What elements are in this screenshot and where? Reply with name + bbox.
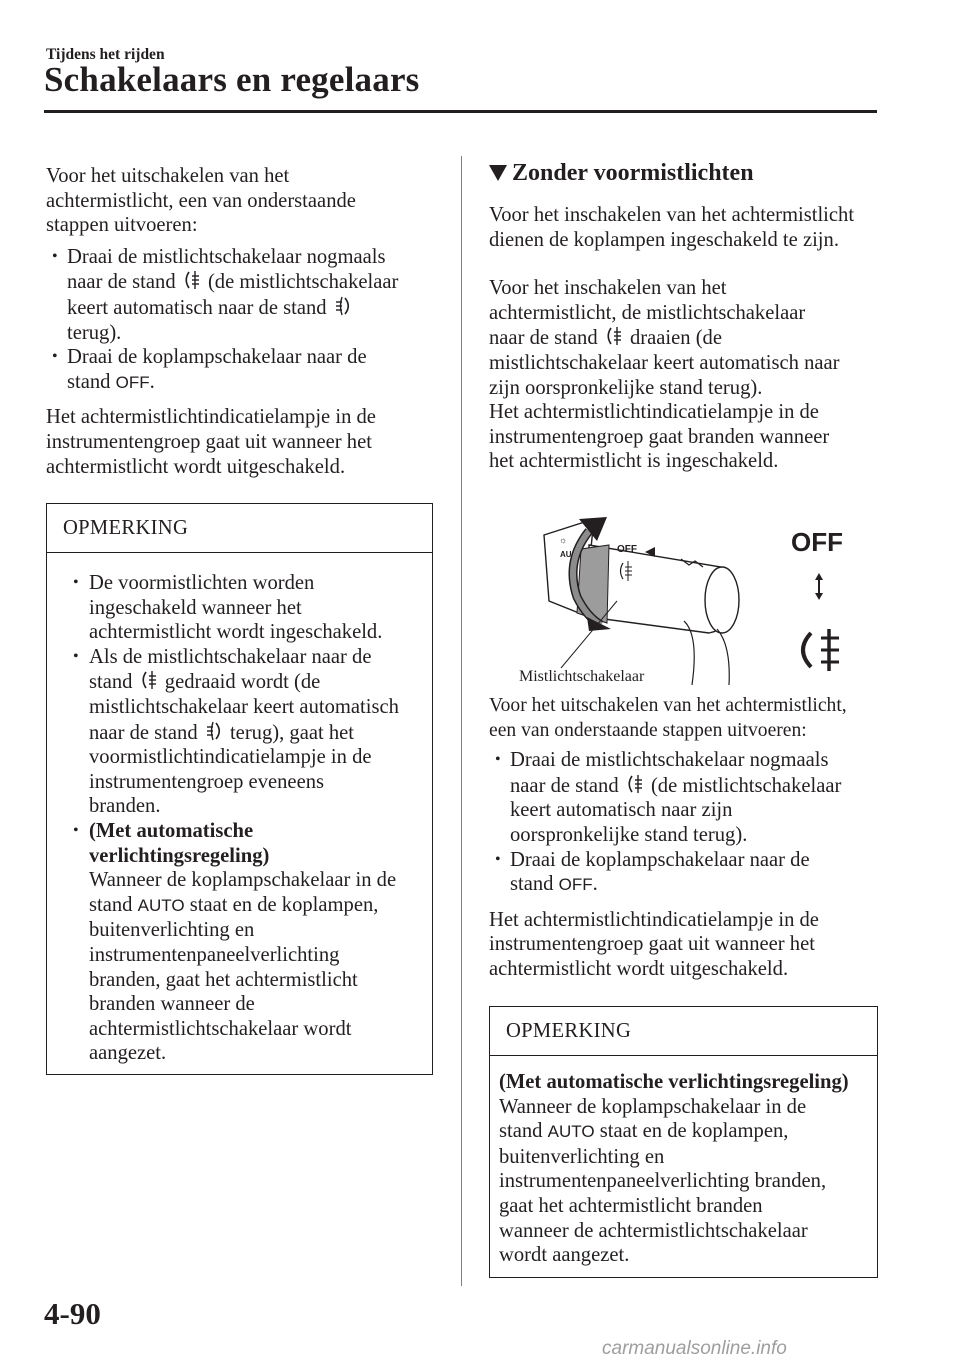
fog-switch-illustration xyxy=(489,505,874,690)
fog-switch-figure xyxy=(489,505,874,690)
page-number: 4-90 xyxy=(44,1296,101,1331)
left-bullet-list xyxy=(46,245,436,396)
left-paragraph-2: Het achtermistlichtindicatielampje in de instrumentengroep gaat uit wanneer het achtermistlicht wordt uitgeschakeld. xyxy=(46,406,376,478)
right-paragraph-3: Voor het uitschakelen van het achtermistlicht, een van onderstaande stappen uitvoeren: xyxy=(489,695,847,741)
list-item: • Draai de mistlichtschakelaar nogmaals naar de stand (de mistlichtschakelaar keert automatisch naar zijn oorspronkelijke stand terug). xyxy=(489,748,884,847)
ring-auto-label: AU xyxy=(560,550,572,559)
left-column xyxy=(46,164,436,479)
note-box-left xyxy=(46,503,433,1075)
right-paragraph-1: Voor het inschakelen van het achtermistlicht dienen de koplampen ingeschakeld te zijn. xyxy=(489,204,855,251)
rear-fog-symbol-icon xyxy=(140,669,158,691)
header-rule xyxy=(44,110,877,113)
auto-label: AUTO xyxy=(137,895,185,915)
off-label: OFF xyxy=(115,372,150,392)
front-fog-symbol-icon xyxy=(205,720,223,742)
note-heading: OPMERKING xyxy=(63,517,189,539)
list-item: • Als de mistlichtschakelaar naar de stand gedraaid wordt (de mistlichtschakelaar keert automatisch naar de stand terug), gaat het voormistlichtindicatielampje in de instrumentengroep eveneens branden. xyxy=(63,645,424,819)
list-item: • De voormistlichten worden ingeschakeld wanneer het achtermistlicht wordt ingeschakeld. xyxy=(63,571,424,645)
column-divider xyxy=(461,156,462,1286)
off-label: OFF xyxy=(558,875,593,895)
large-rear-fog-symbol-icon xyxy=(803,629,839,671)
triangle-bullet-icon xyxy=(489,165,507,181)
right-column-top xyxy=(489,203,884,474)
page-title: Schakelaars en regelaars xyxy=(44,60,420,99)
ring-off-label: OFF xyxy=(617,544,637,555)
rear-fog-symbol-icon xyxy=(605,325,623,347)
note-bold-heading: (Met automatische verlichtingsregeling) xyxy=(499,1071,849,1093)
figure-caption: Mistlichtschakelaar xyxy=(519,668,645,685)
front-fog-symbol-icon xyxy=(334,295,352,317)
note-body: (Met automatische verlichtingsregeling) Wanneer de koplampschakelaar in de stand AUTO staat en de koplampen, buitenverlichting en instrumentenpaneelverlichting branden, gaat het achtermistlicht branden wanneer de achtermistlichtschakelaar wordt aangezet. xyxy=(499,1071,849,1267)
note-list xyxy=(63,571,424,1066)
right-column-bottom xyxy=(489,694,884,982)
note-heading: OPMERKING xyxy=(506,1020,632,1042)
subsection-heading: Zonder voormistlichten xyxy=(489,160,754,187)
up-down-arrow-icon xyxy=(815,573,823,600)
section-label: Tijdens het rijden xyxy=(46,46,165,63)
headlight-ring-icon: ☼ xyxy=(559,535,568,545)
figure-off-label: OFF xyxy=(791,527,843,557)
auto-label: AUTO xyxy=(547,1122,595,1142)
right-bullet-list xyxy=(489,748,884,898)
rear-fog-symbol-icon xyxy=(183,269,201,291)
intro-paragraph: Voor het uitschakelen van het achtermistlicht, een van onderstaande stappen uitvoeren: xyxy=(46,165,356,237)
watermark: carmanualsonline.info xyxy=(602,1338,787,1359)
list-item: • Draai de koplampschakelaar naar de stand OFF. xyxy=(489,848,884,898)
list-item: • Draai de koplampschakelaar naar de stand OFF. xyxy=(46,345,436,395)
list-item: • (Met automatische verlichtingsregeling) Wanneer de koplampschakelaar in de stand AUTO staat en de koplampen, buitenverlichting en instrumentenpaneelverlichting branden, gaat het achtermistlicht branden wanneer de achtermistlichtschakelaar wordt aangezet. xyxy=(63,819,424,1066)
right-paragraph-2: Voor het inschakelen van het achtermistlicht, de mistlichtschakelaar naar de stand draaien (de mistlichtschakelaar keert automatisch naar zijn oorspronkelijke stand terug). Het achtermistlichtindicatielampje in de instrumentengroep gaat branden wanneer het achtermistlicht is ingeschakeld. xyxy=(489,277,840,473)
note-body xyxy=(47,553,432,1084)
note-box-right xyxy=(489,1006,878,1278)
right-paragraph-4: Het achtermistlichtindicatielampje in de instrumentengroep gaat uit wanneer het achtermistlicht wordt uitgeschakeld. xyxy=(489,908,819,980)
rear-fog-symbol-icon xyxy=(626,773,644,795)
list-item: • Draai de mistlichtschakelaar nogmaals naar de stand (de mistlichtschakelaar keert automatisch naar de stand terug). xyxy=(46,245,436,345)
